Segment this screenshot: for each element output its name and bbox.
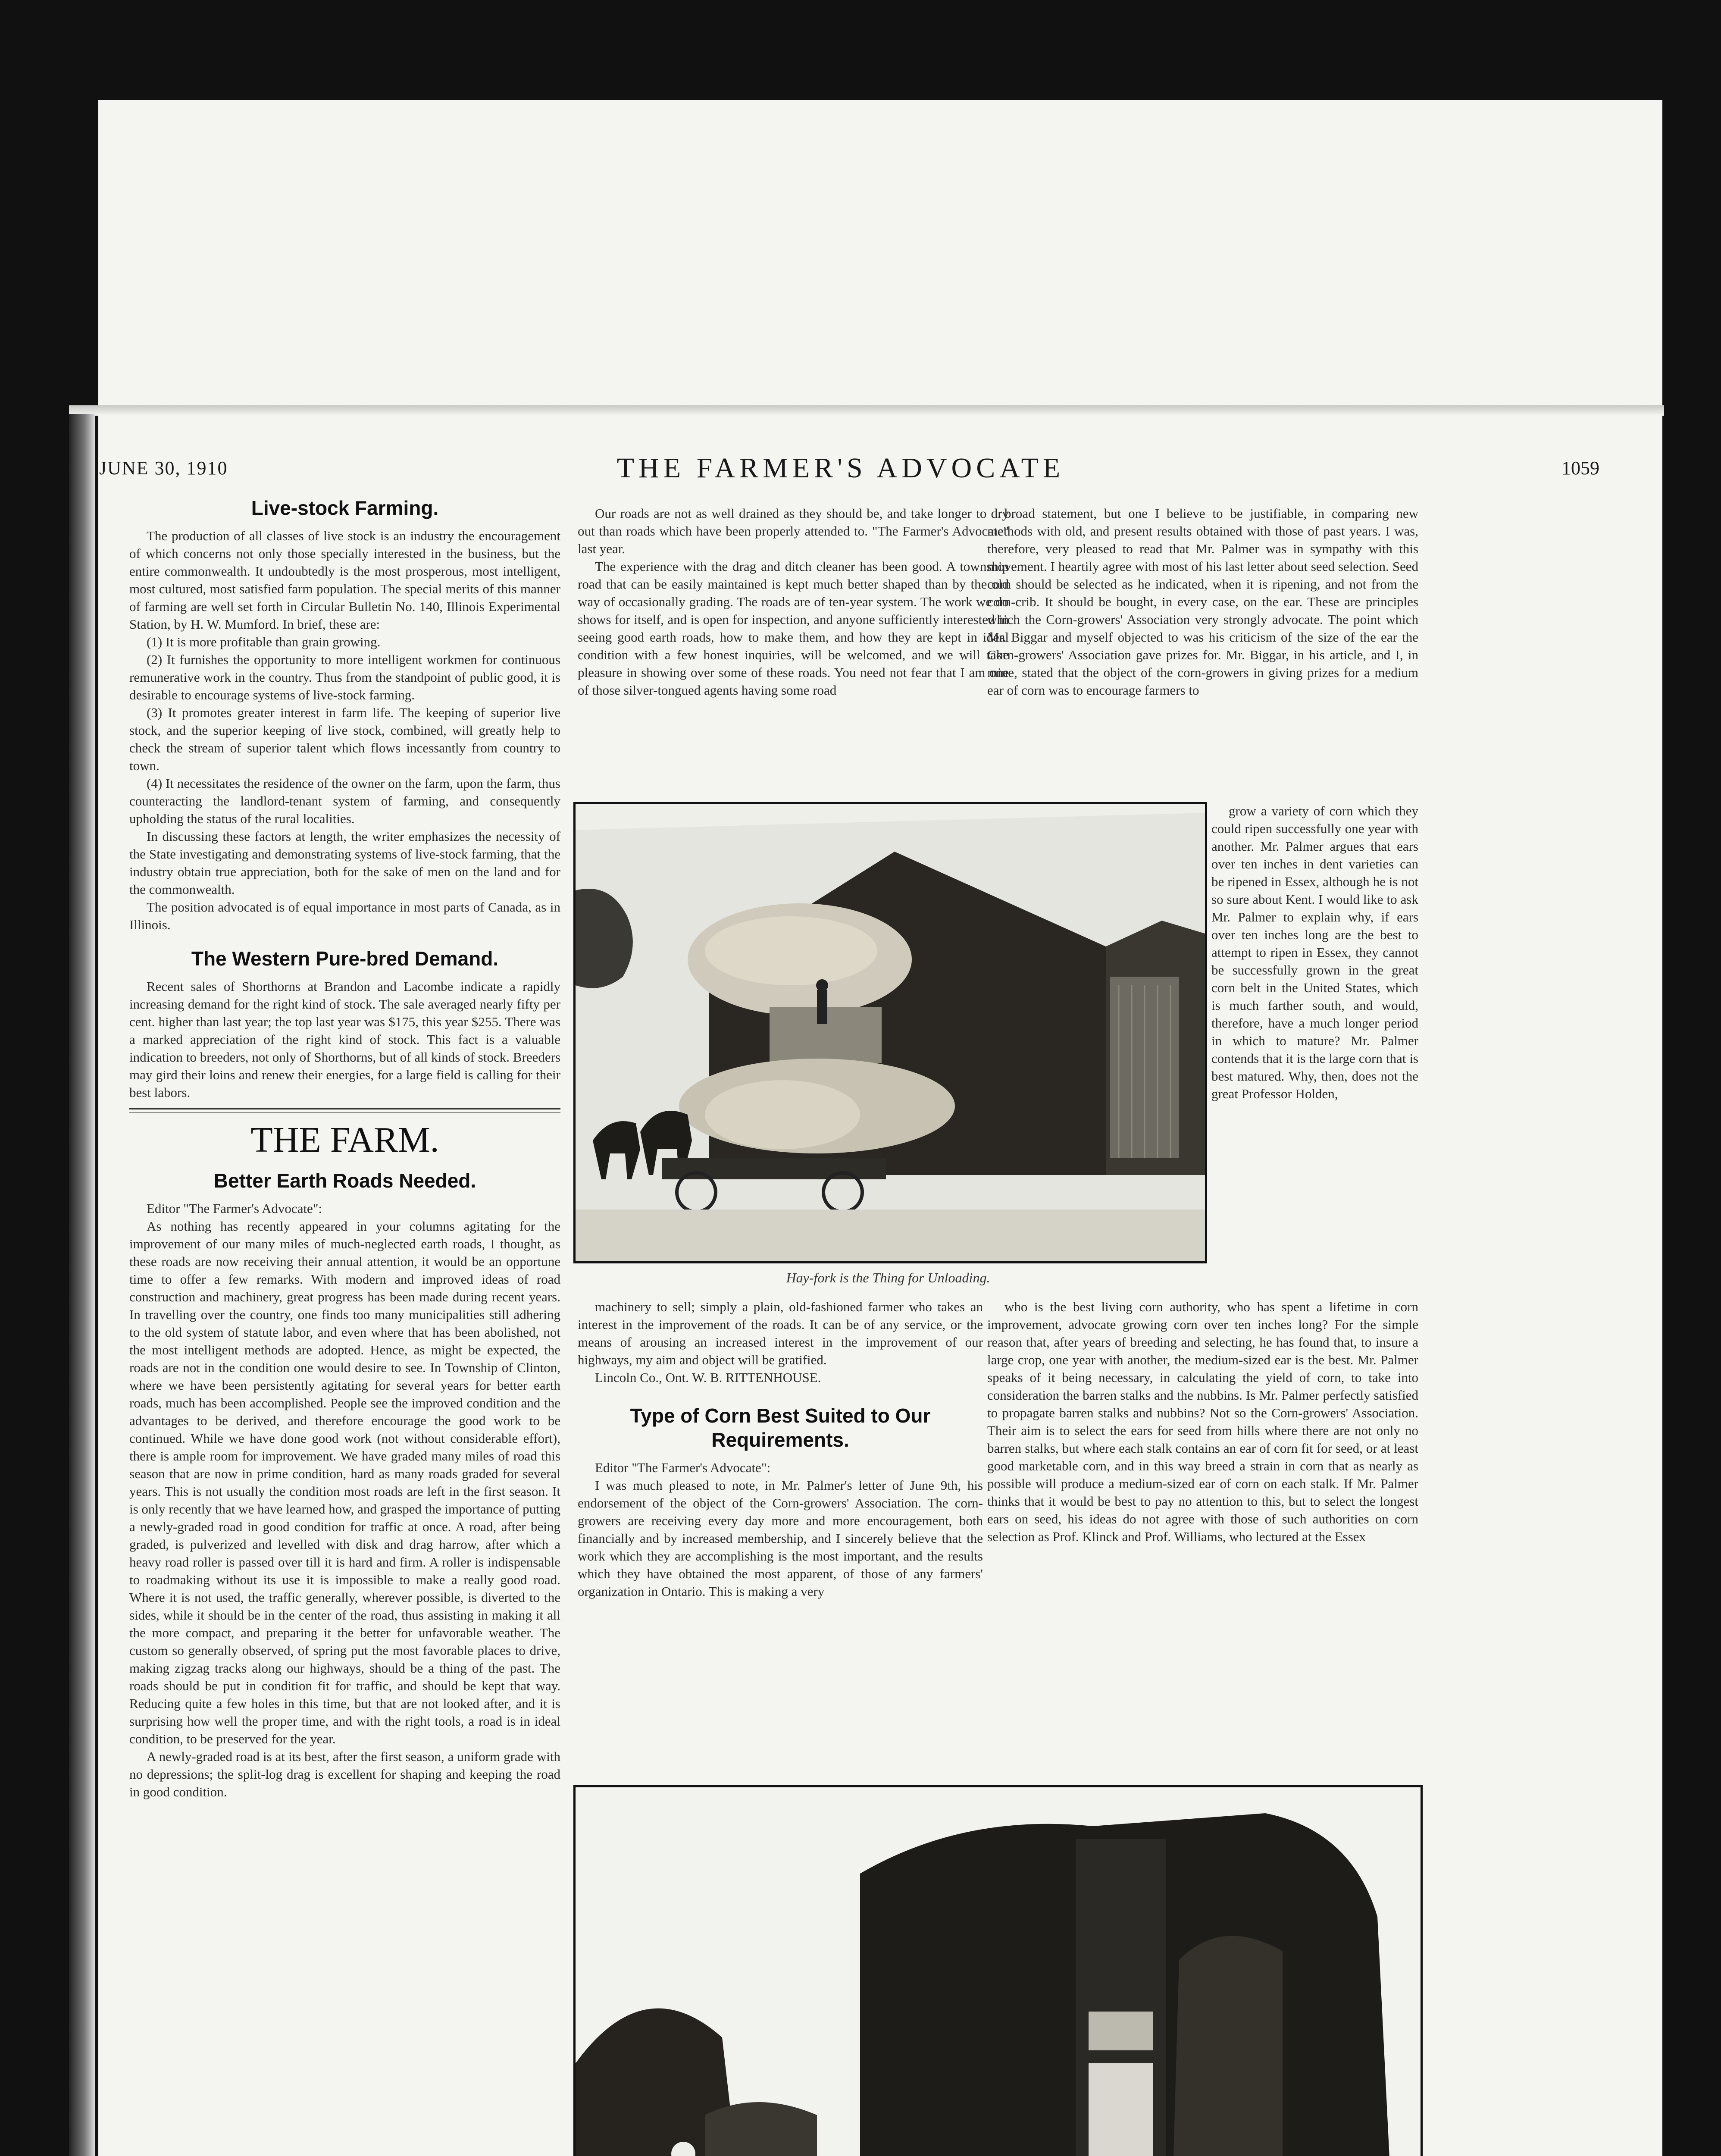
barn-hay-image [576,804,1205,1261]
issue-date: JUNE 30, 1910 [99,458,228,479]
farm-section-title: THE FARM. [250,1120,439,1160]
stacking-hay-photo [573,1785,1423,2156]
paragraph: A newly-graded road is at its best, after the first season, a uniform grade with no depressions; the split-log drag is excellent for shaping and keeping the road in good condition. [129,1749,560,1799]
paragraph: The position advocated is of equal importance in most parts of Canada, as in Illinois. [129,899,560,932]
paragraph: Editor "The Farmer's Advocate": [147,1201,322,1216]
roads-title: Better Earth Roads Needed. [213,1169,476,1192]
paragraph: grow a variety of corn which they could ripen successfully one year with another. Mr. Palmer argues that ears over ten inches in dent varieties can be ripened in Essex, although he is not so sure about Kent. I would like to ask Mr. Palmer to explain why, if ears over ten inches long are the best to attempt to ripen in Essex, they cannot be successfully grown in the great corn belt in the United States, which is much farther south, and would, therefore, have a much longer period in which to mature? Mr. Palmer contends that it is the large corn that is best matured. Why, then, does not the great Professor Holden, [1211,803,1418,1101]
masthead: THE FARMER'S ADVOCATE [616,452,1065,484]
western-title: The Western Pure-bred Demand. [191,947,499,970]
corn-title: Type of Corn Best Suited to Our Requirements. [630,1404,931,1451]
paragraph: The experience with the drag and ditch cleaner has been good. A township road that can be easily maintained is kept much better shaped than by the old way of occasionally grading. The roads are of ten-year system. The work we do shows for itself, and is open for inspection, and anyone sufficiently interested in seeing good earth roads, how to make them, and how they are kept in ideal condition with a few honest inquiries, will be welcomed, and we will take pleasure in showing over some of these roads. You need not fear that I am one of those silver-tongued agents having some road [578,559,1009,698]
section-rule [129,1108,560,1112]
column-1 [129,496,560,2156]
page-header [99,452,1617,496]
livestock-title: Live-stock Farming. [251,497,439,519]
paragraph: machinery to sell; simply a plain, old-fashioned farmer who takes an interest in the improvement of the roads. It can be of any service, or the means of arousing an increased interest in the improvement of our highways, my aim and object will be gratified. [578,1299,983,1367]
page-number: 1059 [1561,458,1599,479]
paragraph: In discussing these factors at length, the writer emphasizes the necessity of the State investigating and demonstrating systems of live-stock farming, that the industry obtain true appreciation, both for the sake of men on the land and for the commonwealth. [129,829,560,897]
column-2-bottom [578,1298,983,1768]
paragraph: (3) It promotes greater interest in farm life. The keeping of superior live stock, and the superior keeping of live stock, combined, will greatly help to check the stream of superior talent which flows incessantly from country to town. [129,705,560,773]
paragraph: (4) It necessitates the residence of the owner on the farm, upon the farm, thus counteracting the landlord-tenant system of farming, and consequently upholding the status of the rural localities. [129,776,560,826]
margin-mark-top: ◖ [48,725,69,763]
paragraph: (2) It furnishes the opportunity to more intelligent workmen for continuous remunerative work in the country. Thus from the standpoint of public good, it is desirable to encourage systems of live-stock farming. [129,652,560,702]
margin-mark-bottom: ◗ [48,2027,69,2065]
paragraph: Our roads are not as well drained as they should be, and take longer to dry out than roads which have been properly attended to. "The Farmer's Advocate" last year. [578,506,1009,556]
paragraph: Recent sales of Shorthorns at Brandon and Lacombe indicate a rapidly increasing demand for the right kind of stock. The sale averaged nearly fifty per cent. higher than last year; the top last year was $175, this year $255. There was a marked appreciation of the right kind of stock. This fact is a valuable indication to breeders, not only of Shorthorns, but of all kinds of stock. Breeders may gird their loins and renew their energies, for a large field is calling for their best labors. [129,979,560,1100]
paragraph: I was much pleased to note, in Mr. Palmer's letter of June 9th, his endorsement of the object of the Corn-growers' Association. The corn-growers are receiving every day more and more encouragement, both financially and by increased membership, and I sincerely believe that the work which they are accomplishing is the most important, and the results which they have obtained the most apparent, of those of any farmers' organization in Ontario. This is making a very [578,1478,983,1599]
page-fold-shadow [69,405,1664,416]
column-3-bottom [987,1298,1418,1768]
column-2-top [578,505,1009,768]
hay-fork-caption: Hay-fork is the Thing for Unloading. [786,1270,990,1285]
paragraph: As nothing has recently appeared in your columns agitating for the improvement of our many miles of much-neglected earth roads, I thought, as these roads are now receiving their annual attention, it would be an opportune time to offer a few remarks. With modern and improved ideas of road construction and machinery, great progress has been made during recent years. In travelling over the country, one finds too many municipalities still adhering to the old system of statute labor, and even where that has been abolished, not the most intelligent methods are adopted. Hence, as might be expected, the roads are not in the condition one would desire to see. In Township of Clinton, where we have been persistently agitating for several years for better earth roads, much has been accomplished. People see the improved condition and the advantages to be derived, and therefore encourage the good work to be continued. While we have done good work (not without considerable effort), there is ample room for improvement. We have graded many miles of road this season that are now in prime condition, hard as many roads graded for several years. This is not usually the condition most roads are left in the first season. It is only recently that we have learned how, and grasped the importance of putting a newly-graded road in good condition for traffic at once. A road, after being graded, is pulverized and levelled with disk and drag harrow, after which a heavy road roller is passed over till it is hard and firm. A roller is indispensable to roadmaking without its use it is impossible to make a really good road. Where it is not used, the traffic generally, wherever possible, is diverted to the sides, while it should be in the center of the road, thus assisting in making it all the more compact, and preparing it the better for unfavorable weather. The custom so generally observed, of spring put the most favorable places to drive, making zigzag tracks along our highways, should be a thing of the past. The roads should be put in condition fit for traffic, and should be kept that way. Reducing quite a few holes in this time, but that are not looked after, and it is surprising how well the proper time, and with the right tools, a road is in ideal condition, to be preserved for the year. [129,1219,560,1746]
column-3-narrow [1211,802,1418,1263]
paragraph: (1) It is more profitable than grain growing. [147,634,381,649]
paragraph: The production of all classes of live stock is an industry the encouragement of which concerns not only those specially interested in the business, but the entire commonwealth. It undoubtedly is the most prosperous, most intelligent, most cultured, most satisfied farm population. The special merits of this manner of farming are well set forth in Circular Bulletin No. 140, Illinois Experimental Station, by H. W. Mumford. In brief, these are: [129,528,560,632]
page-left-edge [69,414,95,2156]
stacking-hay-image [576,1787,1421,2156]
paragraph: broad statement, but one I believe to be justifiable, in comparing new methods with old, and present results obtained with those of past years. I was, therefore, very pleased to read that Mr. Palmer was in sympathy with this movement. I heartily agree with most of his last letter about seed selection. Seed corn should be selected as he indicated, when it is ripening, and not from the corn-crib. It should be bought, in every case, on the ear. These are principles which the Corn-growers' Association very strongly advocate. The point which Mr. Biggar and myself objected to was his criticism of the size of the ear the Corn-growers' Association gave prizes for. Mr. Biggar, in his article, and I, in mine, stated that the object of the corn-growers in giving prizes for a medium ear of corn was to encourage farmers to [987,506,1418,698]
paragraph: Lincoln Co., Ont. W. B. RITTENHOUSE. [595,1370,821,1385]
hay-fork-photo [573,802,1207,1263]
paragraph: who is the best living corn authority, who has spent a lifetime in corn improvement, advocate growing corn over ten inches long? For the simple reason that, after years of breeding and selecting, he has found that, to insure a large crop, one year with another, the medium-sized ear is the best. Mr. Palmer speaks of it being necessary, in calculating the yield of corn, to take into consideration the barren stalks and the nubbins. Is Mr. Palmer perfectly satisfied to propagate barren stalks and nubbins? Not so the Corn-growers' Association. Their aim is to select the ears for seed from hills where there are not only no barren stalks, but where each stalk contains an ear of corn fit for seed, or at least good marketable corn, and in this way breed a strain in corn that as nearly as possible will produce a medium-sized ear of corn on each stalk. If Mr. Palmer thinks that it would be best to pay no attention to this, but to select the longest ears on seed, his ideas do not agree with those of such authorities on corn selection as Prof. Klinck and Prof. Williams, who lectured at the Essex [987,1299,1418,1544]
column-3-top [987,505,1418,798]
paragraph: Editor "The Farmer's Advocate": [595,1460,771,1475]
